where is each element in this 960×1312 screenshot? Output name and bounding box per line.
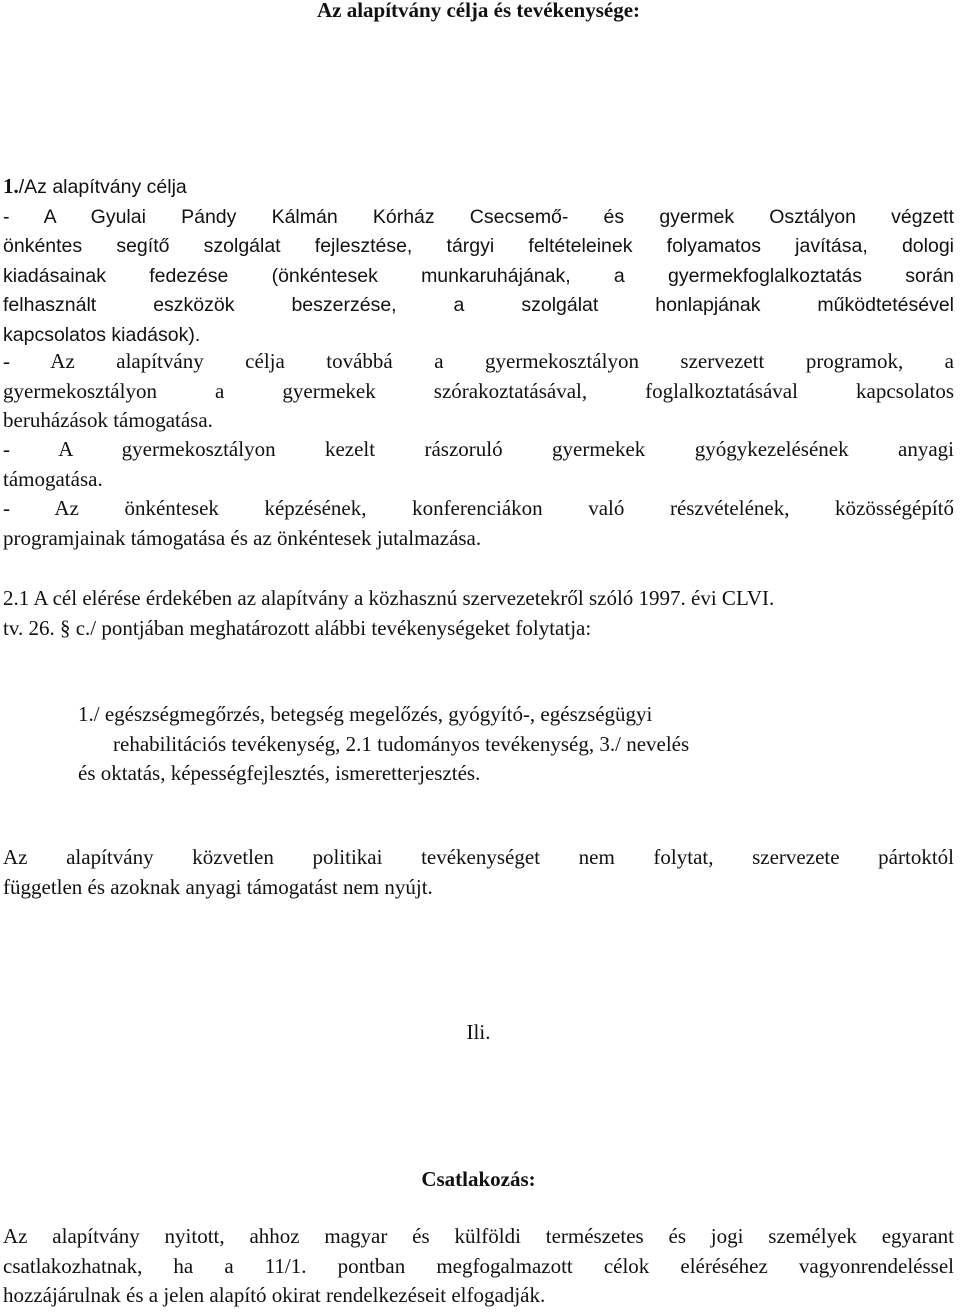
goal-line: kiadásainak fedezése (önkéntesek munkaruhájának, a gyermekfoglalkoztatás során — [3, 264, 954, 287]
politics-paragraph — [3, 843, 954, 902]
section-2-line: tv. 26. § c./ pontjában meghatározott alábbi tevékenységeket folytatja: — [3, 615, 592, 640]
joining-heading: Csatlakozás: — [421, 1167, 536, 1191]
goal-line: kapcsolatos kiadások). — [3, 323, 201, 346]
activity-line: rehabilitációs tevékenység, 2.1 tudományos tevékenység, 3./ nevelés — [113, 731, 690, 756]
goal-line: gyermekosztályon a gyermekek szórakoztatásával, foglalkoztatásával kapcsolatos — [3, 378, 954, 403]
goal-line: - Az önkéntesek képzésének, konferenciákon való részvételének, közösségépítő — [3, 496, 954, 520]
activity-line: és oktatás, képességfejlesztés, ismeretterjesztés. — [78, 761, 481, 786]
activities-list — [78, 700, 954, 789]
joining-paragraph — [3, 1222, 954, 1311]
chapter-number: Ili. — [466, 1020, 491, 1044]
section-2-line: 2.1 A cél elérése érdekében az alapítvány a közhasznú szervezetekről szóló 1997. évi CLVI. — [3, 586, 775, 610]
goal-paragraph-4 — [3, 494, 954, 553]
section-2-1 — [3, 584, 954, 643]
joining-line: csatlakozhatnak, ha a 11/1. pontban megfogalmazott célok eléréséhez vagyonrendeléssel — [3, 1253, 954, 1278]
politics-line: Az alapítvány közvetlen politikai tevékenységet nem folytat, szervezete pártoktól — [3, 845, 954, 869]
goal-line: - Az alapítvány célja továbbá a gyermekosztályon szervezett programok, a — [3, 349, 954, 373]
goal-line: programjainak támogatása és az önkéntesek jutalmazása. — [3, 525, 482, 550]
joining-line: Az alapítvány nyitott, ahhoz magyar és külföldi természetes és jogi személyek egyarant — [3, 1224, 954, 1248]
goal-line: támogatása. — [3, 466, 103, 491]
goal-paragraph-3 — [3, 435, 954, 494]
goal-line: beruházások támogatása. — [3, 408, 213, 433]
goal-line: - A gyermekosztályon kezelt rászoruló gyermekek gyógykezelésének anyagi — [3, 437, 954, 461]
joining-line: hozzájárulnak és a jelen alapító okirat rendelkezéseit elfogadják. — [3, 1283, 546, 1308]
goal-line: önkéntes segítő szolgálat fejlesztése, tárgyi feltételeinek folyamatos javítása, dologi — [3, 235, 954, 258]
section-1-goal — [3, 172, 954, 351]
section-1-number: 1. — [3, 174, 19, 198]
goal-line: - A Gyulai Pándy Kálmán Kórház Csecsemő- és gyermek Osztályon végzett — [3, 205, 954, 228]
page-title: Az alapítvány célja és tevékenysége: — [316, 0, 641, 22]
goal-paragraph-2 — [3, 347, 954, 436]
goal-line: felhasznált eszközök beszerzése, a szolgálat honlapjának működtetésével — [3, 294, 954, 317]
politics-line: független és azoknak anyagi támogatást nem nyújt. — [3, 874, 433, 899]
section-1-heading — [3, 172, 954, 203]
section-1-heading-text: /Az alapítvány célja — [18, 176, 187, 198]
activity-line: 1./ egészségmegőrzés, betegség megelőzés, gyógyító-, egészségügyi — [78, 702, 653, 726]
